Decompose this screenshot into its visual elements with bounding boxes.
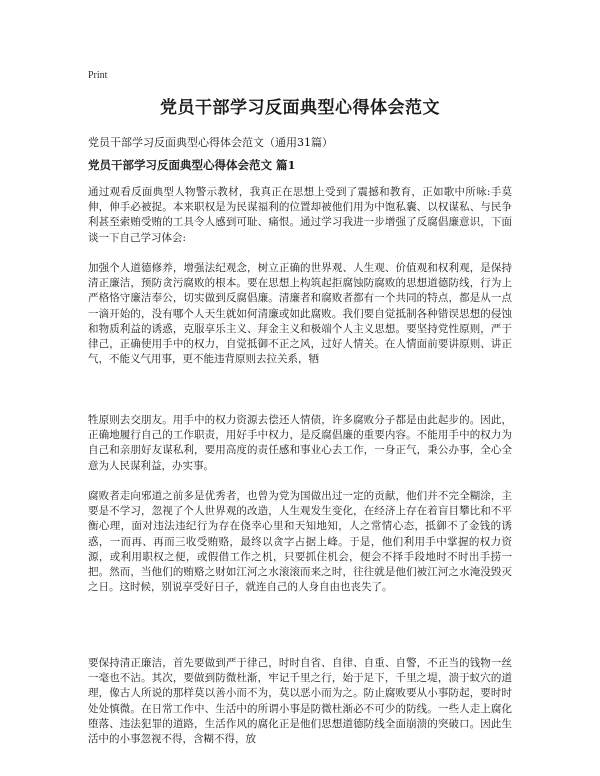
print-label[interactable]: Print [88, 70, 108, 81]
page-title: 党员干部学习反面典型心得体会范文 [160, 98, 440, 118]
paragraph-4: 腐败者走向邪道之前多是优秀者，也曾为党为国做出过一定的贡献，他们并不完全糊涂，主要是不学习，忽视了个人世界观的改造，人生观发生变化，在经济上存在着盲目攀比和不平衡心理，面对违法违纪行为存在侥幸心里和天知地知，人之常情心态，抵御不了金钱的诱惑，一而再、再而三收受贿赂，最终以贪字占据上峰。于是，他们利用手中掌握的权力资源，或利用职权之便，或假借工作之机，只要抓住机会，便会不择手段地时不时出手捞一把。然而，当他们的贿赂之财如江河之水滚滚而来之时，往往就是他们被江河之水淹没毁灭之日。这时候，别说享受好日子，就连自己的人身自由也丧失了。 [88, 490, 512, 594]
paragraph-3: 牲原则去交朋友。用手中的权力资源去偿还人情债，许多腐败分子都是由此起步的。因此，正确地履行自己的工作职责，用好手中权力，是反腐倡廉的重要内容。不能用手中的权力为自己和亲朋好友谋私利，要用高度的责任感和事业心去工作，一身正气，秉公办事，全心全意为人民谋利益，办实事。 [88, 414, 512, 472]
paragraph-1: 通过观看反面典型人物警示教材，我真正在思想上受到了震撼和教育，正如歌中所咏:手莫伸，伸手必被捉。本来职权是为民谋福利的位置却被他们用为中饱私囊、以权谋私、与民争利甚至索贿受贿的工具令人感到可耻、痛恨。通过学习我进一步增强了反腐倡廉意识，下面谈一下自己学习体会: [88, 186, 512, 244]
section-heading: 党员干部学习反面典型心得体会范文 篇1 [88, 158, 296, 172]
paragraph-2: 加强个人道德修养，增强法纪观念，树立正确的世界观、人生观、价值观和权利观，是保持清正廉洁，预防贪污腐败的根本。要在思想上构筑起拒腐蚀防腐败的思想道德防线，行为上严格恪守廉洁奉公，切实做到反腐倡廉。清廉者和腐败者都有一个共同的特点，都是从一点一滴开始的，没有哪个人天生就如何清廉或如此腐败。我们要自觉抵制各种错误思想的侵蚀和物质利益的诱惑，克服享乐主义、拜金主义和极端个人主义思想。要坚持党性原则，严于律己，正确使用手中的权力，自觉抵御不正之风，过好人情关。在人情面前要讲原则、讲正气，不能义气用事，更不能违背原则去拉关系，牺 [88, 262, 512, 366]
paragraph-5: 要保持清正廉洁，首先要做到严于律己，时时自省、自律、自重、自警，不正当的钱物一丝一毫也不沾。其次，要做到防微杜渐，牢记千里之行，始于足下，千里之堤，溃于蚁穴的道理，像古人所说的那样莫以善小而不为，莫以恶小而为之。防止腐败要从小事防起，要时时处处慎微。在日常工作中、生活中的所谓小事是防微杜渐必不可少的防线。一些人走上腐化堕落、违法犯罪的道路，生活作风的腐化正是他们思想道德防线全面崩溃的突破口。因此生活中的小事忽视不得，含糊不得，放 [88, 657, 512, 746]
document-subtitle: 党员干部学习反面典型心得体会范文（通用31篇） [88, 136, 333, 149]
